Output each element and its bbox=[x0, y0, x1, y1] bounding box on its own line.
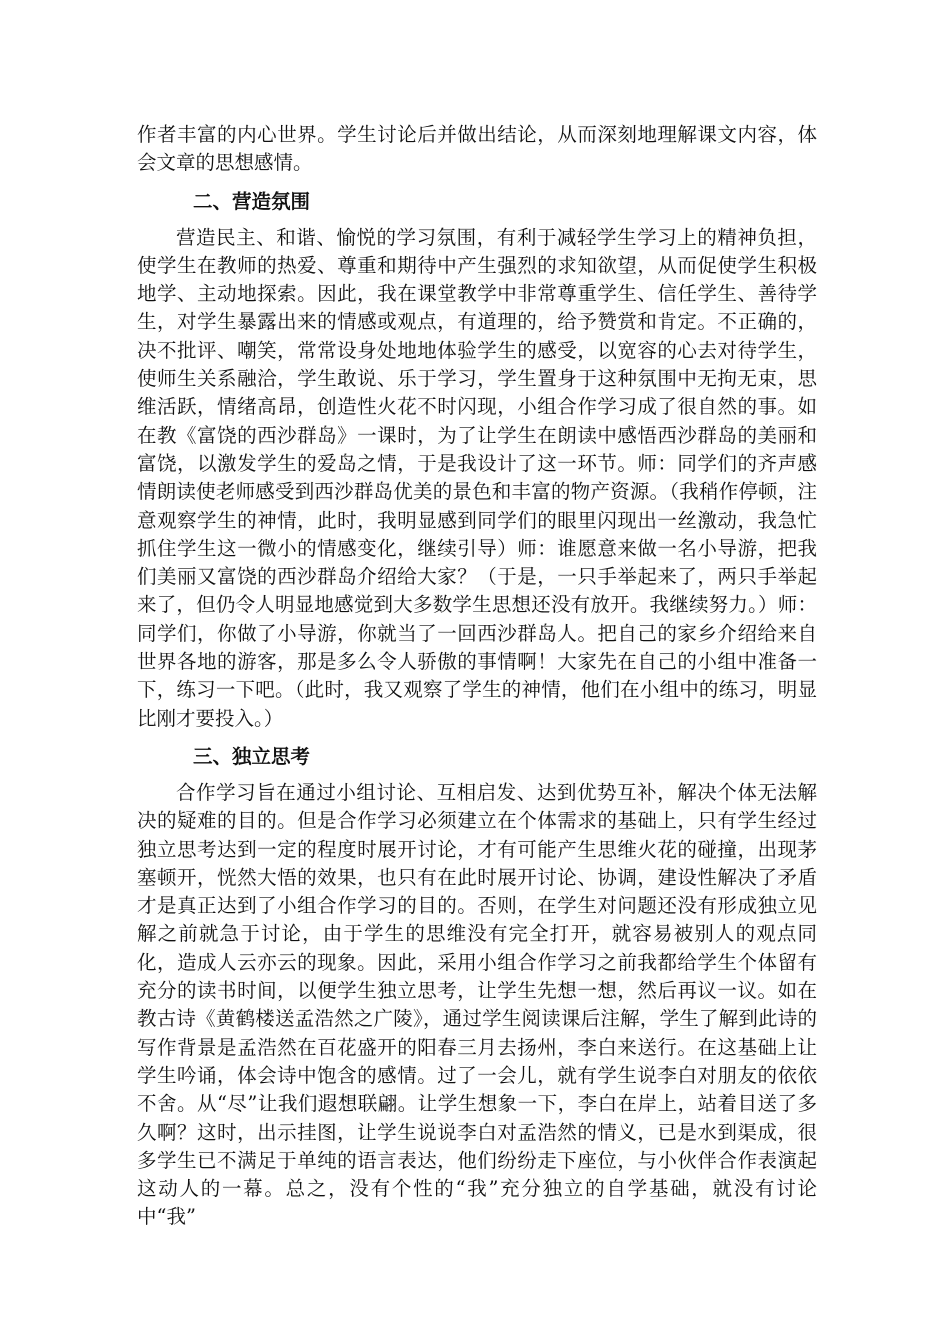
section-heading-atmosphere: 二、营造氛围 bbox=[193, 189, 311, 213]
document-page bbox=[137, 121, 817, 1232]
section-heading-independent-thinking: 三、独立思考 bbox=[193, 744, 311, 768]
intro-paragraph: 作者丰富的内心世界。学生讨论后并做出结论，从而深刻地理解课文内容，体会文章的思想感情。 bbox=[137, 123, 817, 175]
section-paragraph-independent-thinking: 合作学习旨在通过小组讨论、互相启发、达到优势互补，解决个体无法解决的疑难的目的。但是合作学习必须建立在个体需求的基础上，只有学生经过独立思考达到一定的程度时展开讨论，才有可能产生思维火花的碰撞，出现茅塞顿开，恍然大悟的效果，也只有在此时展开讨论、协调，建设性解决了矛盾才是真正达到了小组合作学习的目的。否则，在学生对问题还没有形成独立见解之前就急于讨论，由于学生的思维没有完全打开，就容易被别人的观点同化，造成人云亦云的现象。因此，采用小组合作学习之前我都给学生个体留有充分的读书时间，以便学生独立思考，让学生先想一想，然后再议一议。如在教古诗《黄鹤楼送孟浩然之广陵》，通过学生阅读课后注解，学生了解到此诗的写作背景是孟浩然在百花盛开的阳春三月去扬州，李白来送行。在这基础上让学生吟诵，体会诗中饱含的感情。过了一会儿，就有学生说李白对朋友的依依不舍。从“尽”让我们遐想联翩。让学生想象一下，李白在岸上，站着目送了多久啊？这时，出示挂图，让学生说说李白对孟浩然的情义，已是水到渠成，很多学生已不满足于单纯的语言表达，他们纷纷走下座位，与小伙伴合作表演起这动人的一幕。总之，没有个性的“我”充分独立的自学基础，就没有讨论中“我” bbox=[137, 780, 817, 1229]
section-paragraph-atmosphere: 营造民主、和谐、愉悦的学习氛围，有利于减轻学生学习上的精神负担，使学生在教师的热爱、尊重和期待中产生强烈的求知欲望，从而促使学生积极地学、主动地探索。因此，我在课堂教学中非常尊重学生、信任学生、善待学生，对学生暴露出来的情感或观点，有道理的，给予赞赏和肯定。不正确的，决不批评、嘲笑，常常设身处地地体验学生的感受，以宽容的心去对待学生，使师生关系融洽，学生敢说、乐于学习，学生置身于这种氛围中无拘无束，思维活跃，情绪高昂，创造性火花不时闪现，小组合作学习成了很自然的事。如在教《富饶的西沙群岛》一课时，为了让学生在朗读中感悟西沙群岛的美丽和富饶，以激发学生的爱岛之情，于是我设计了这一环节。师：同学们的齐声感情朗读使老师感受到西沙群岛优美的景色和丰富的物产资源。（我稍作停顿，注意观察学生的神情，此时，我明显感到同学们的眼里闪现出一丝激动，我急忙抓住学生这一微小的情感变化，继续引导）师：谁愿意来做一名小导游，把我们美丽又富饶的西沙群岛介绍给大家？（于是，一只手举起来了，两只手举起来了，但仍令人明显地感觉到大多数学生思想还没有放开。我继续努力。）师：同学们，你做了小导游，你就当了一回西沙群岛人。把自己的家乡介绍给来自世界各地的游客，那是多么令人骄傲的事情啊！大家先在自己的小组中准备一下，练习一下吧。（此时，我又观察了学生的神情，他们在小组中的练习，明显比刚才要投入。） bbox=[137, 225, 817, 730]
